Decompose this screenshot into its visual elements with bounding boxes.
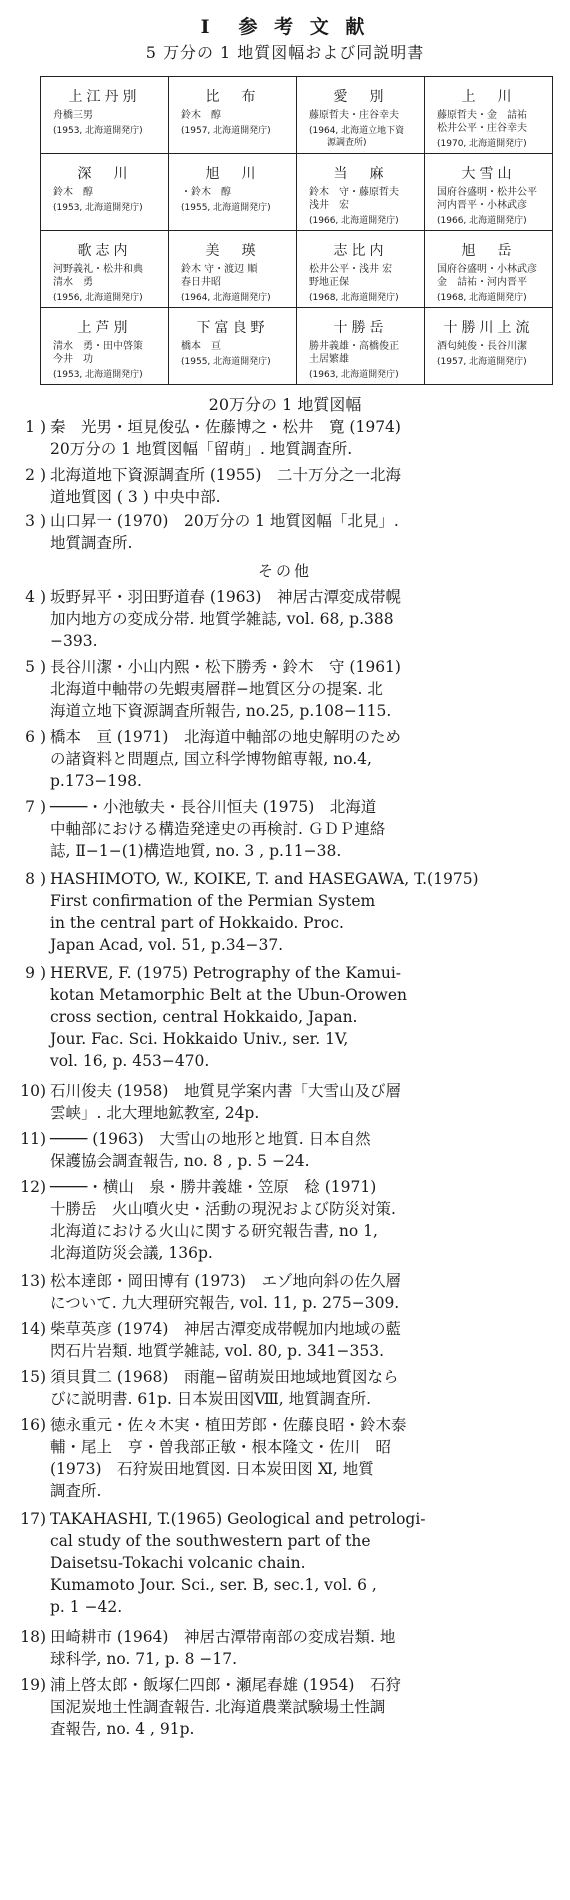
map-sheet-publication: (1968, 北海道開発庁)	[437, 293, 527, 303]
map-sheet-authors: 勝井義雄・高橋俊正 土居繁雄	[309, 341, 399, 365]
reference-text: 須貝貫二 (1968) 雨龍−留萌炭田地域地質図なら びに説明書. 61p. 日本炭田図Ⅷ, 地質調査所.	[50, 1368, 399, 1408]
map-sheet-authors: 河野義礼・松井和典 清水 勇	[53, 264, 143, 288]
map-sheet-authors: 鈴木 守・渡辺 順 春日井昭	[181, 264, 258, 288]
map-sheet-authors: 国府谷盛明・小林武彦 金 詰祐・河内晋平	[437, 264, 537, 288]
map-sheet-name: 当 麻	[333, 166, 388, 182]
map-sheet-authors: 鈴木 醇	[53, 187, 93, 198]
map-sheet-publication: (1953, 北海道開発庁)	[53, 370, 143, 380]
reference-text: 石川俊夫 (1958) 地質見学案内書「大雪山及び層 雲峡」. 北大理地鉱教室, 24p.	[50, 1082, 401, 1122]
map-sheet-name: 志比内	[333, 243, 388, 259]
reference-number: 17)	[20, 1510, 46, 1528]
map-sheet-name: 上芦別	[77, 320, 132, 336]
map-sheet-authors: 清水 勇・田中啓策 今井 功	[53, 341, 143, 365]
reference-text: 秦 光男・垣見俊弘・佐藤博之・松井 寛 (1974) 20万分の 1 地質図幅「留萌」. 地質調査所.	[50, 418, 401, 458]
table-row	[41, 77, 553, 154]
reference-number: 19)	[20, 1676, 46, 1694]
reference-number: 2 )	[25, 466, 46, 484]
section-subtitle: 5 万分の 1 地質図幅および同説明書	[145, 43, 425, 62]
reference-number: 18)	[20, 1628, 46, 1646]
reference-text: 浦上啓太郎・飯塚仁四郎・瀬尾春雄 (1954) 石狩 国泥炭地土性調査報告. 北海道農業試験場土性調 査報告, no. 4 , 91p.	[50, 1676, 401, 1738]
table-cell	[425, 308, 553, 385]
map-sheet-name: 十勝岳	[333, 320, 388, 336]
map-sheet-name: 十勝川上流	[443, 320, 534, 336]
table-cell	[41, 154, 169, 231]
reference-number: 12)	[20, 1178, 46, 1196]
map-sheet-name: 大雪山	[461, 166, 516, 182]
table-cell	[169, 77, 297, 154]
map-sheet-publication: (1957, 北海道開発庁)	[181, 126, 271, 136]
map-sheet-authors: 酒匂純俊・長谷川潔	[437, 341, 527, 352]
map-sheet-authors: ・鈴木 醇	[181, 187, 231, 198]
map-sheet-publication: (1970, 北海道開発庁)	[437, 139, 527, 149]
reference-text: ────・横山 泉・勝井義雄・笠原 稔 (1971) 十勝岳 火山噴火史・活動の現況および防災対策. 北海道における火山に関する研究報告書, no 1, 北海道防災会議, 136p.	[50, 1178, 396, 1262]
table-cell	[41, 231, 169, 308]
map-sheet-publication: (1966, 北海道開発庁)	[437, 216, 527, 226]
reference-number: 15)	[20, 1368, 46, 1386]
map-sheet-name: 上江丹別	[68, 89, 141, 105]
reference-text: ──── (1963) 大雪山の地形と地質. 日本自然 保護協会調査報告, no. 8 , p. 5 −24.	[50, 1130, 371, 1170]
map-sheet-name: 深 川	[77, 166, 132, 182]
map-sheet-name: 愛 別	[333, 89, 388, 105]
map-sheet-authors: 藤原哲夫・庄谷幸夫	[309, 110, 399, 121]
table-row	[41, 231, 553, 308]
table-cell	[297, 77, 425, 154]
reference-number: 14)	[20, 1320, 46, 1338]
reference-text: 坂野昇平・羽田野道春 (1963) 神居古潭変成帯幌 加内地方の変成分帯. 地質学雑誌, vol. 68, p.388 −393.	[50, 588, 401, 650]
map-sheet-publication: (1953, 北海道開発庁)	[53, 126, 143, 136]
map-sheet-name: 美 瑛	[205, 243, 260, 259]
map-sheet-name: 歌志内	[77, 243, 132, 259]
section-title: I 参 考 文 献	[200, 16, 370, 38]
table-row	[41, 308, 553, 385]
reference-number: 8 )	[25, 870, 46, 888]
reference-number: 10)	[20, 1082, 46, 1100]
map-sheet-authors: 藤原哲夫・金 詰祐 松井公平・庄谷幸夫	[437, 110, 527, 134]
table-cell	[297, 154, 425, 231]
reference-number: 16)	[20, 1416, 46, 1434]
reference-text: 徳永重元・佐々木実・植田芳郎・佐藤良昭・鈴木泰 輔・尾上 亨・曽我部正敏・根本隆文・佐川 昭 (1973) 石狩炭田地質図. 日本炭田図 Ⅺ, 地質 調査所.	[50, 1416, 407, 1500]
table-cell	[41, 77, 169, 154]
map-sheet-name: 旭 川	[205, 166, 260, 182]
map-sheet-publication: (1963, 北海道開発庁)	[309, 370, 399, 380]
table-cell	[425, 154, 553, 231]
map-sheet-name: 上 川	[461, 89, 516, 105]
table-cell	[169, 308, 297, 385]
table-cell	[425, 231, 553, 308]
table-row	[41, 154, 553, 231]
table-cell	[41, 308, 169, 385]
reference-number: 9 )	[25, 964, 46, 982]
table-cell	[297, 231, 425, 308]
reference-number: 4 )	[25, 588, 46, 606]
reference-number: 7 )	[25, 798, 46, 816]
table-cell	[169, 154, 297, 231]
map-sheet-authors: 舟橋三男	[53, 110, 93, 121]
map-sheet-authors: 鈴木 醇	[181, 110, 221, 121]
table-cell	[425, 77, 553, 154]
reference-text: 松本達郎・岡田博有 (1973) エゾ地向斜の佐久層 について. 九大理研究報告, vol. 11, p. 275−309.	[50, 1272, 401, 1312]
reference-number: 5 )	[25, 658, 46, 676]
reference-text: HERVE, F. (1975) Petrography of the Kamui- kotan Metamorphic Belt at the Ubun-Orowen cross section, central Hokkaido, Japan. Jour. Fac. Sci. Hokkaido Univ., ser. 1V, vol. 16, p. 453−470.	[50, 964, 407, 1070]
map-sheet-publication: (1957, 北海道開発庁)	[437, 357, 527, 367]
reference-number: 11)	[20, 1130, 46, 1148]
table-cell	[169, 231, 297, 308]
reference-text: 柴草英彦 (1974) 神居古潭変成帯幌加内地域の藍 閃石片岩類. 地質学雑誌, vol. 80, p. 341−353.	[50, 1320, 401, 1360]
reference-text: 山口昇一 (1970) 20万分の 1 地質図幅「北見」. 地質調査所.	[50, 512, 399, 552]
reference-text: 長谷川潔・小山内熙・松下勝秀・鈴木 守 (1961) 北海道中軸帯の先蝦夷層群−地質区分の提案. 北 海道立地下資源調査所報告, no.25, p.108−115.	[50, 658, 401, 720]
map-sheet-name: 比 布	[205, 89, 260, 105]
reference-text: ────・小池敏夫・長谷川恒夫 (1975) 北海道 中軸部における構造発達史の再検討. ＧＤＰ連絡 誌, Ⅱ−1−(1)構造地質, no. 3 , p.11−38.	[50, 798, 386, 860]
map-sheet-publication: (1966, 北海道開発庁)	[309, 216, 399, 226]
reference-text: 田崎耕市 (1964) 神居古潭帯南部の変成岩類. 地 球科学, no. 71, p. 8 −17.	[50, 1628, 396, 1668]
map-sheet-authors: 橋本 亘	[181, 341, 221, 352]
map-sheet-publication: (1955, 北海道開発庁)	[181, 203, 271, 213]
reference-text: HASHIMOTO, W., KOIKE, T. and HASEGAWA, T.(1975) First confirmation of the Permian System in the central part of Hokkaido. Proc. Japan Acad, vol. 51, p.34−37.	[50, 870, 479, 954]
reference-text: 北海道地下資源調査所 (1955) 二十万分之一北海 道地質図 ( 3 ) 中央中部.	[50, 466, 401, 506]
geologic-map-sheets-table	[40, 76, 553, 385]
map-sheet-authors: 国府谷盛明・松井公平 河内晋平・小林武彦	[437, 187, 537, 211]
reference-text: 橋本 亘 (1971) 北海道中軸部の地史解明のため の諸資料と問題点, 国立科学博物館専報, no.4, p.173−198.	[50, 728, 401, 790]
map-sheet-publication: (1968, 北海道開発庁)	[309, 293, 399, 303]
map-sheet-publication: (1955, 北海道開発庁)	[181, 357, 271, 367]
heading-200k-maps: 20万分の 1 地質図幅	[208, 395, 362, 414]
reference-number: 6 )	[25, 728, 46, 746]
reference-number: 13)	[20, 1272, 46, 1290]
map-sheet-publication: (1956, 北海道開発庁)	[53, 293, 143, 303]
map-sheet-publication: (1964, 北海道立地下資 源調査所)	[309, 126, 405, 148]
map-sheet-name: 旭 岳	[461, 243, 516, 259]
table-cell	[297, 308, 425, 385]
map-sheet-publication: (1953, 北海道開発庁)	[53, 203, 143, 213]
heading-other: その他	[257, 562, 312, 580]
map-sheet-authors: 鈴木 守・藤原哲夫 浅井 宏	[309, 187, 399, 211]
reference-number: 1 )	[25, 418, 46, 436]
reference-number: 3 )	[25, 512, 46, 530]
reference-text: TAKAHASHI, T.(1965) Geological and petrologi- cal study of the southwestern part of the Daisetsu-Tokachi volcanic chain. Kumamoto Jour. Sci., ser. B, sec.1, vol. 6 , p. 1 −42.	[50, 1510, 426, 1616]
map-sheet-authors: 松井公平・浅井 宏 野地正保	[309, 264, 393, 288]
map-sheet-name: 下富良野	[196, 320, 269, 336]
map-sheet-publication: (1964, 北海道開発庁)	[181, 293, 271, 303]
